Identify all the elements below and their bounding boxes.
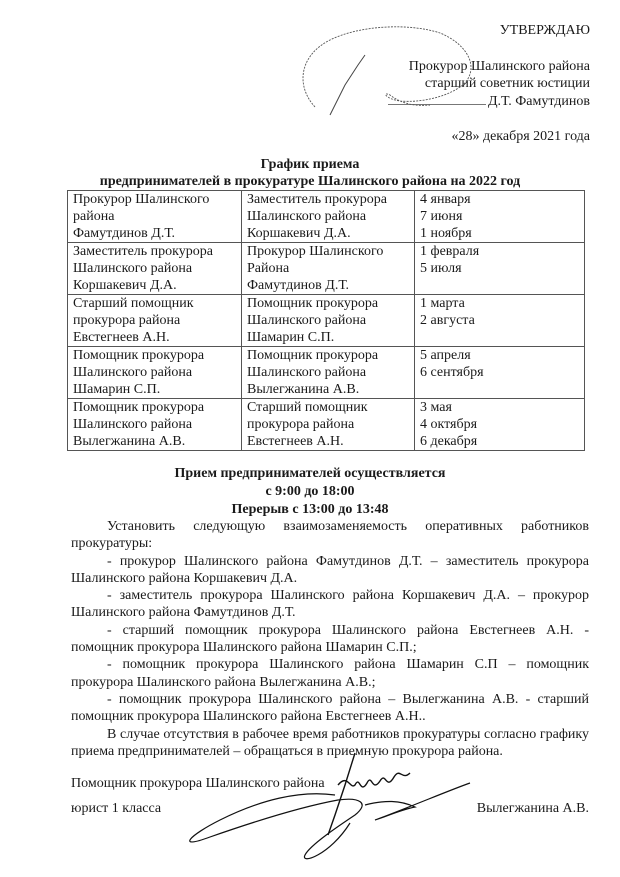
substitute-officer-cell	[242, 191, 415, 243]
reception-dates-cell	[415, 399, 585, 451]
cell-line: Коршакевич Д.А.	[247, 226, 351, 241]
cell-line: Района	[247, 261, 290, 276]
cell-line: Евстегнеев А.Н.	[247, 434, 344, 449]
cell-line: 1 февраля	[420, 244, 480, 259]
cell-line: 3 мая	[420, 400, 452, 415]
approval-block	[388, 22, 590, 146]
cell-line: Вылегжанина А.В.	[247, 382, 360, 397]
reception-dates-cell	[415, 191, 585, 243]
approver-name	[388, 93, 590, 111]
cell-line: Шалинского района	[73, 261, 193, 276]
cell-line: Шамарин С.П.	[73, 382, 161, 397]
table-row	[68, 243, 585, 295]
schedule-title-line2: предпринимателей в прокуратуре Шалинского района на 2022 год	[99, 174, 521, 189]
paragraph: - старший помощник прокурора Шалинского района Евстегнеев А.Н. - помощник прокурора Шалинского района Шамарин С.П.;	[71, 622, 589, 656]
cell-line: Шалинского района	[73, 365, 193, 380]
approver-rank: старший советник юстиции	[424, 76, 590, 91]
signatory-position: Помощник прокурора Шалинского района	[71, 776, 325, 791]
substitution-text	[71, 518, 589, 760]
table-row	[68, 191, 585, 243]
duty-officer-cell	[68, 243, 242, 295]
reception-break: Перерыв с 13:00 до 13:48	[231, 502, 389, 517]
paragraph: - помощник прокурора Шалинского района Шамарин С.П – помощник прокурора Шалинского района Вылегжанина А.В.;	[71, 657, 589, 690]
table-row	[68, 295, 585, 347]
cell-line: Заместитель прокурора	[247, 192, 387, 207]
approval-heading: УТВЕРЖДАЮ	[499, 23, 590, 38]
cell-line: 5 июля	[420, 261, 462, 276]
substitute-officer-cell	[242, 399, 415, 451]
signature-block	[71, 771, 589, 821]
schedule-table	[67, 190, 585, 451]
reception-dates-cell	[415, 347, 585, 399]
reception-dates-cell	[415, 295, 585, 347]
reception-hours-line2: с 9:00 до 18:00	[265, 484, 355, 499]
approval-date: «28» декабря 2021 года	[451, 129, 590, 144]
reception-hours	[0, 465, 620, 519]
paragraph: - помощник прокурора Шалинского района – Вылегжанина А.В. - старший помощник прокурора Шалинского района Евстегнеев А.Н..	[71, 691, 589, 725]
cell-line: Евстегнеев А.Н.	[73, 330, 170, 345]
cell-line: Шамарин С.П.	[247, 330, 335, 345]
cell-line: Коршакевич Д.А.	[73, 278, 177, 293]
cell-line: 5 апреля	[420, 348, 471, 363]
reception-dates-cell	[415, 243, 585, 295]
schedule-title-line1: График приема	[260, 157, 360, 172]
cell-line: Старший помощник	[73, 296, 194, 311]
substitute-officer-cell	[242, 347, 415, 399]
cell-line: 1 марта	[420, 296, 465, 311]
signatory-name: Вылегжанина А.В.	[476, 801, 589, 816]
approver-position: Прокурор Шалинского района	[408, 58, 590, 74]
cell-line: Вылегжанина А.В.	[73, 434, 186, 449]
table-row	[68, 347, 585, 399]
paragraph: - прокурор Шалинского района Фамутдинов Д.Т. – заместитель прокурора Шалинского района Коршакевич Д.А.	[71, 553, 589, 586]
cell-line: Заместитель прокурора	[73, 244, 213, 259]
cell-line: 6 декабря	[420, 434, 478, 449]
cell-line: Помощник прокурора	[247, 348, 379, 363]
signature-line	[388, 104, 486, 105]
approver-signer: Д.Т. Фамутдинов	[488, 93, 590, 109]
cell-line: Помощник прокурора	[247, 296, 379, 311]
signatory-rank: юрист 1 класса	[71, 801, 162, 816]
duty-officer-cell	[68, 295, 242, 347]
reception-hours-line1: Прием предпринимателей осуществляется	[174, 466, 446, 481]
duty-officer-cell	[68, 347, 242, 399]
paragraph: В случае отсутствия в рабочее время работников прокуратуры согласно графику приема предпринимателей – обращаться в приемную прокурора района.	[71, 726, 589, 759]
cell-line	[420, 381, 584, 398]
cell-line: 4 января	[420, 192, 471, 207]
cell-line: района	[73, 209, 115, 224]
cell-line: Старший помощник	[247, 400, 368, 415]
cell-line: 4 октября	[420, 417, 478, 432]
cell-line: Фамутдинов Д.Т.	[247, 278, 349, 293]
cell-line: Шалинского района	[247, 365, 367, 380]
cell-line	[420, 277, 584, 294]
substitute-officer-cell	[242, 243, 415, 295]
cell-line	[420, 329, 584, 346]
cell-line: Шалинского района	[247, 209, 367, 224]
duty-officer-cell	[68, 191, 242, 243]
paragraph: Установить следующую взаимозаменяемость оперативных работников прокуратуры:	[71, 519, 589, 552]
duty-officer-cell	[68, 399, 242, 451]
paragraph: - заместитель прокурора Шалинского района Коршакевич Д.А. – прокурор Шалинского района Фамутдинов Д.Т.	[71, 588, 589, 621]
table-row	[68, 399, 585, 451]
cell-line: Прокурор Шалинского	[73, 192, 210, 207]
cell-line: Прокурор Шалинского	[247, 244, 384, 259]
cell-line: 1 ноября	[420, 226, 472, 241]
cell-line: Шалинского района	[247, 313, 367, 328]
cell-line: Помощник прокурора	[73, 400, 205, 415]
cell-line: прокурора района	[247, 417, 355, 432]
cell-line: прокурора района	[73, 313, 181, 328]
cell-line: Шалинского района	[73, 417, 193, 432]
cell-line: 7 июня	[420, 209, 463, 224]
cell-line: 2 августа	[420, 313, 475, 328]
schedule-title	[0, 156, 620, 190]
substitute-officer-cell	[242, 295, 415, 347]
cell-line: Фамутдинов Д.Т.	[73, 226, 175, 241]
cell-line: Помощник прокурора	[73, 348, 205, 363]
cell-line: 6 сентября	[420, 365, 484, 380]
